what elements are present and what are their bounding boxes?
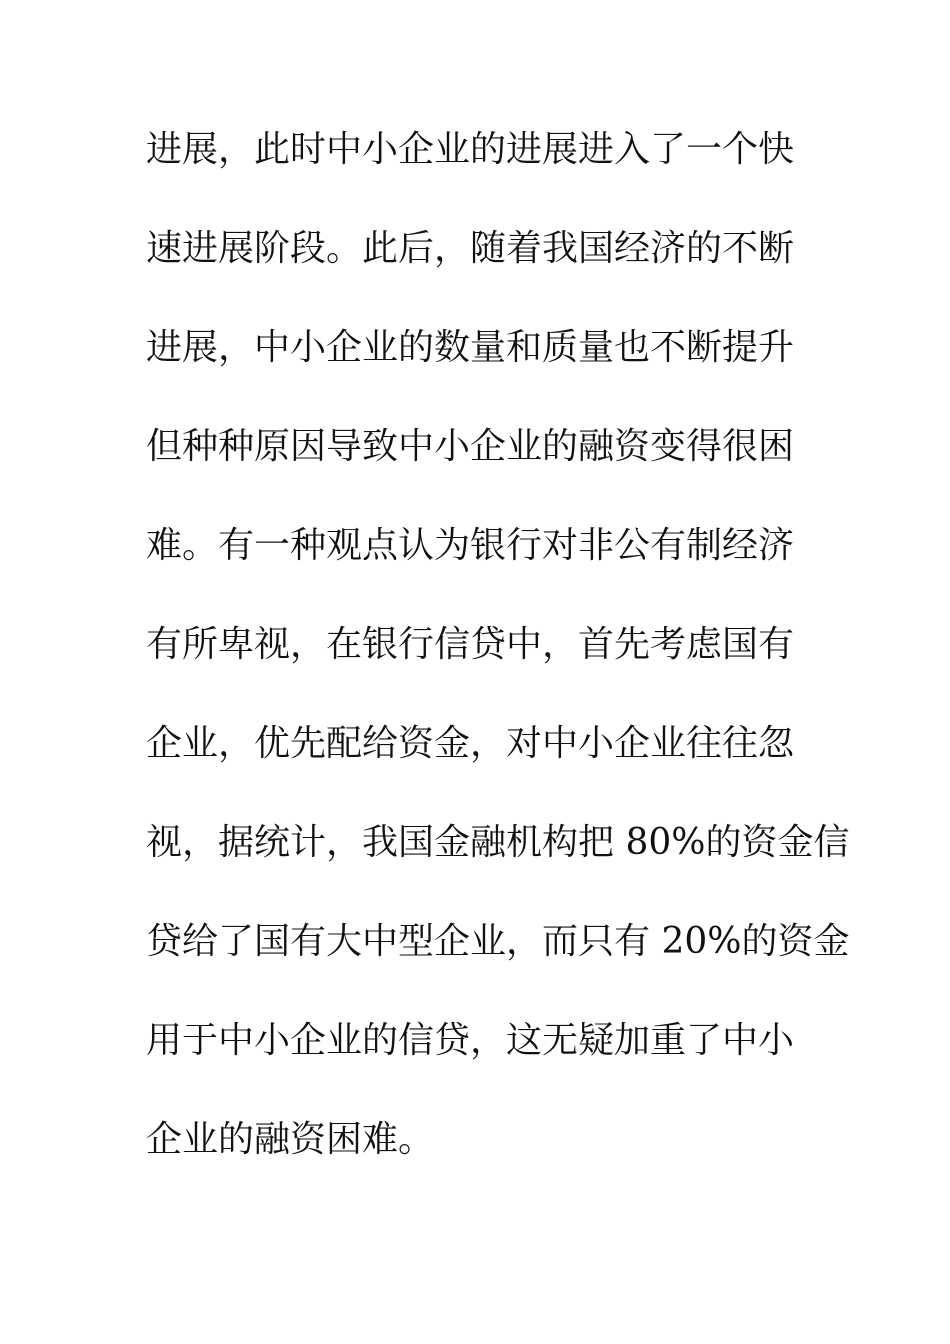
text-line: 企业的融资困难。 [146,1119,435,1160]
text-line: 进展，此时中小企业的进展进入了一个快 [146,129,795,170]
text-line: 速进展阶段。此后，随着我国经济的不断 [146,228,795,269]
text-line: 用于中小企业的信贷，这无疑加重了中小 [146,1020,795,1061]
text-line: 难。有一种观点认为银行对非公有制经济 [146,525,795,566]
text-line: 有所卑视，在银行信贷中，首先考虑国有 [146,624,795,665]
text-line: 贷给了国有大中型企业，而只有 20%的资金 [146,921,850,962]
text-line: 进展，中小企业的数量和质量也不断提升 [146,327,795,368]
text-line: 企业，优先配给资金，对中小企业往往忽 [146,723,795,764]
text-line: 视，据统计，我国金融机构把 80%的资金信 [146,822,850,863]
text-line: 但种种原因导致中小企业的融资变得很困 [146,426,795,467]
body-paragraph [146,118,850,1207]
